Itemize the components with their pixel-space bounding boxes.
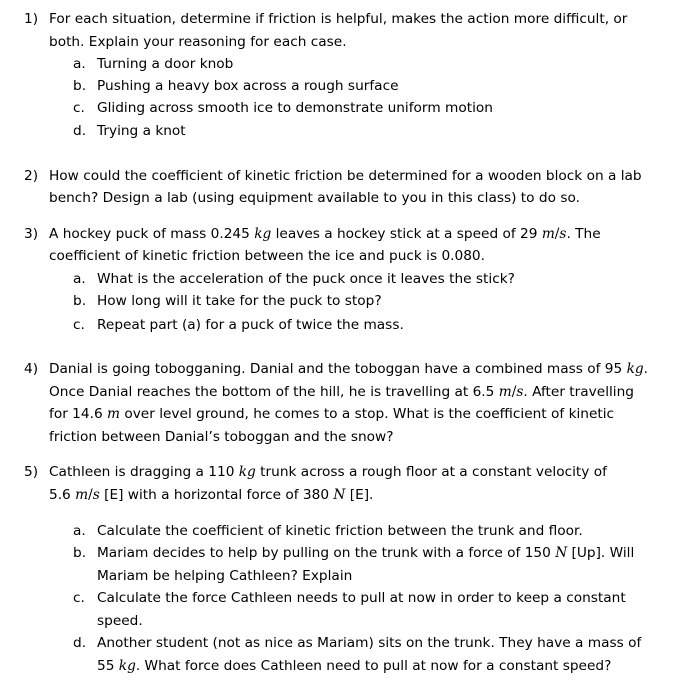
question-3-part-c: Repeat part (a) for a puck of twice the mass.	[97, 317, 404, 333]
unit-m: m	[498, 384, 512, 400]
question-4-line-4: friction between Danial’s toboggan and the snow?	[49, 429, 394, 445]
question-5-part-label: c.	[73, 590, 85, 606]
question-1-part-a: Turning a door knob	[97, 56, 234, 72]
question-3-line-1: A hockey puck of mass 0.245 kg leaves a hockey stick at a speed of 29 m/s. The	[49, 226, 601, 242]
unit-kg: kg	[118, 658, 136, 674]
question-4-number: 4)	[24, 361, 39, 377]
question-1-line-1: For each situation, determine if friction is helpful, makes the action more difficult, or	[49, 11, 628, 27]
unit-s: s	[559, 226, 567, 242]
question-3-part-b: How long will it take for the puck to stop?	[97, 293, 382, 309]
question-1-number: 1)	[24, 11, 39, 27]
question-5-line-2: 5.6 m/s [E] with a horizontal force of 380 N [E].	[49, 487, 374, 503]
unit-kg: kg	[626, 361, 644, 377]
question-5-part-label: d.	[73, 635, 87, 651]
question-2-line-1: How could the coefficient of kinetic friction be determined for a wooden block on a lab	[49, 168, 642, 184]
question-3-part-label: a.	[73, 271, 86, 287]
question-3-part-label: c.	[73, 317, 85, 333]
unit-N: N	[555, 545, 568, 561]
question-5-part-c-line-2: speed.	[97, 613, 143, 629]
question-3-number: 3)	[24, 226, 39, 242]
question-1-part-label: c.	[73, 100, 85, 116]
unit-N: N	[333, 487, 346, 503]
question-5-part-d-line-1: Another student (not as nice as Mariam) sits on the trunk. They have a mass of	[97, 635, 642, 651]
question-1-part-label: b.	[73, 78, 87, 94]
question-5-number: 5)	[24, 464, 39, 480]
question-3-part-a: What is the acceleration of the puck once it leaves the stick?	[97, 271, 515, 287]
question-5-part-label: b.	[73, 545, 87, 561]
unit-kg: kg	[238, 464, 256, 480]
question-1-part-label: d.	[73, 123, 87, 139]
question-2-line-2: bench? Design a lab (using equipment available to you in this class) to do so.	[49, 190, 580, 206]
question-1-part-c: Gliding across smooth ice to demonstrate uniform motion	[97, 100, 493, 116]
question-1-part-label: a.	[73, 56, 86, 72]
question-4-line-1: Danial is going tobogganing. Danial and the toboggan have a combined mass of 95 kg.	[49, 361, 648, 377]
unit-s: s	[92, 487, 100, 503]
question-5-part-label: a.	[73, 523, 86, 539]
question-1-part-b: Pushing a heavy box across a rough surface	[97, 78, 399, 94]
unit-m: m	[75, 487, 89, 503]
unit-s: s	[516, 384, 524, 400]
question-5-part-d-line-2: 55 kg. What force does Cathleen need to pull at now for a constant speed?	[97, 658, 612, 674]
question-3-line-2: coefficient of kinetic friction between the ice and puck is 0.080.	[49, 248, 485, 264]
question-5-part-a: Calculate the coefficient of kinetic friction between the trunk and floor.	[97, 523, 583, 539]
question-5-part-b-line-2: Mariam be helping Cathleen? Explain	[97, 568, 353, 584]
question-4-line-3: for 14.6 m over level ground, he comes to a stop. What is the coefficient of kinetic	[49, 406, 615, 422]
unit-m: m	[541, 226, 555, 242]
question-5-line-1: Cathleen is dragging a 110 kg trunk across a rough floor at a constant velocity of	[49, 464, 607, 480]
question-2-number: 2)	[24, 168, 39, 184]
question-4-line-2: Once Danial reaches the bottom of the hill, he is travelling at 6.5 m/s. After travelling	[49, 384, 634, 400]
question-1-line-2: both. Explain your reasoning for each case.	[49, 34, 347, 50]
unit-kg: kg	[254, 226, 272, 242]
question-5-part-b-line-1: Mariam decides to help by pulling on the trunk with a force of 150 N [Up]. Will	[97, 545, 635, 561]
question-1-part-d: Trying a knot	[97, 123, 186, 139]
unit-m: m	[107, 406, 120, 422]
question-5-part-c-line-1: Calculate the force Cathleen needs to pull at now in order to keep a constant	[97, 590, 626, 606]
question-3-part-label: b.	[73, 293, 87, 309]
